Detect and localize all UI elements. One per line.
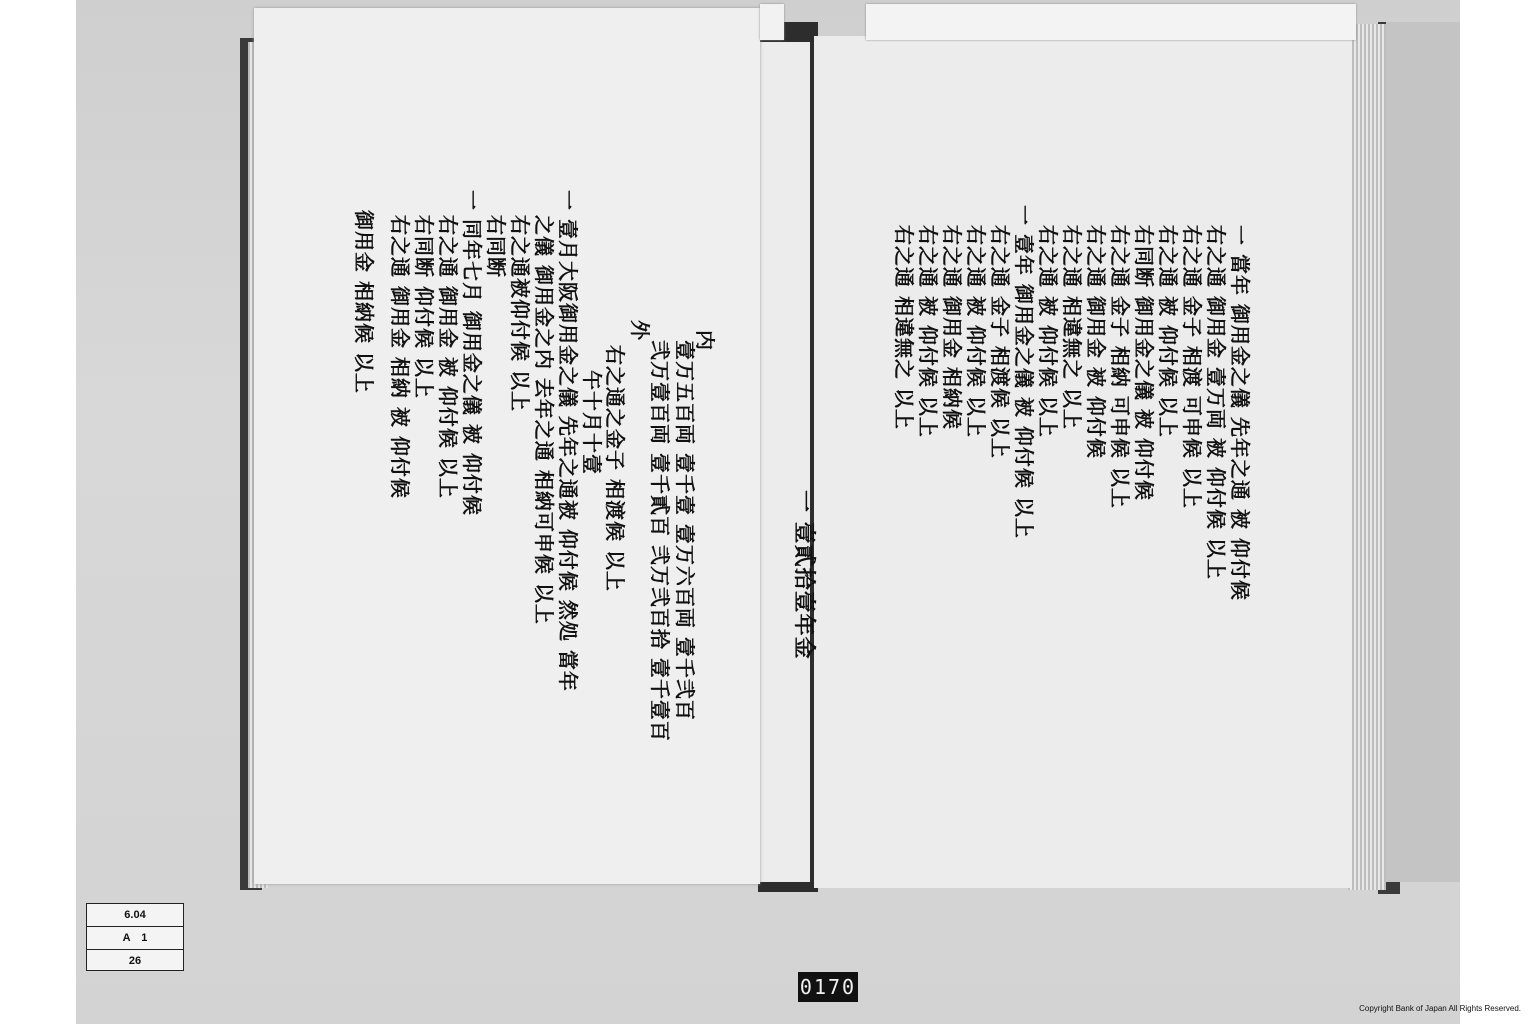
archive-label [86,903,184,971]
right-column: 右之通 被 仰付候 以上 [916,225,940,438]
right-column: 右之通 金子 相渡 可申候 以上 [1180,225,1204,509]
left-column: 一 壹月大阪御用金之儀 先年之通被 仰付候 然処 當年 [556,190,580,692]
label-line-3: 26 [128,955,142,967]
label-line-1: 6.04 [87,904,183,927]
right-column: 右之通 金子 相納 可申候 以上 [1108,225,1132,509]
right-column: 一 壹年 御用金之儀 被 仰付候 以上 [1012,205,1036,539]
left-column: 外 [628,320,652,341]
left-column: 右之通被仰付候 以上 [508,215,532,412]
left-column: 壹万五百両 壹千壹 壹万六百両 壹千弐百 [673,340,697,721]
right-column: 右之通 相違無之 以上 [892,225,916,430]
label-line-2: A 1 [87,927,183,950]
left-column: 弐万壹百両 壹千貳百 弐万弐百拾 壹千壹百 [648,340,672,742]
right-column: 右之通 被 仰付候 以上 [1156,225,1180,438]
right-page [814,36,1352,888]
right-column: 右之通 御用金 相納候 [940,225,964,430]
right-column: 右之通 被 仰付候 以上 [1036,225,1060,438]
left-column: 内 [693,330,717,351]
left-column: 御用金 相納候 以上 [352,210,376,394]
left-column: 之儀 御用金之内 去年之通 相納可申候 以上 [532,215,556,625]
left-column: 右之通 御用金 相納 被 仰付候 [388,215,412,499]
right-column: 右之通 被 仰付候 以上 [964,225,988,438]
left-column: 右之通之金子 相渡候 以上 [603,345,627,592]
left-column: 右同断 [484,215,508,278]
left-column: 右同断 仰付候 以上 [412,215,436,399]
right-column: 右之通 御用金 被 仰付候 [1084,225,1108,459]
right-page-edges [1348,24,1386,890]
right-column: 右之通 御用金 壹万両 被 仰付候 以上 [1204,225,1228,580]
left-tab-slip [760,4,784,40]
right-column: 右同断 御用金之儀 被 仰付候 [1132,225,1156,501]
right-top-sheet [866,4,1356,40]
right-column: 右之通 相違無之 以上 [1060,225,1084,430]
book-board-right [1386,22,1460,882]
right-column: 右之通 金子 相渡候 以上 [988,225,1012,459]
right-column: 一 當年 御用金之儀 先年之通 被 仰付候 [1228,225,1252,601]
scan-background [76,0,1460,1024]
copyright-notice: Copyright Bank of Japan All Rights Reserved. [1359,1004,1521,1013]
frame-number: 0170 [798,972,858,1002]
left-column: 右之通 御用金 被 仰付候 以上 [436,215,460,499]
left-column: 一 同年七月 御用金之儀 被 仰付候 [460,190,484,516]
left-column: 午十月十壹 [580,370,604,475]
left-column: 一 壹貳拾壹年金 [791,490,817,660]
